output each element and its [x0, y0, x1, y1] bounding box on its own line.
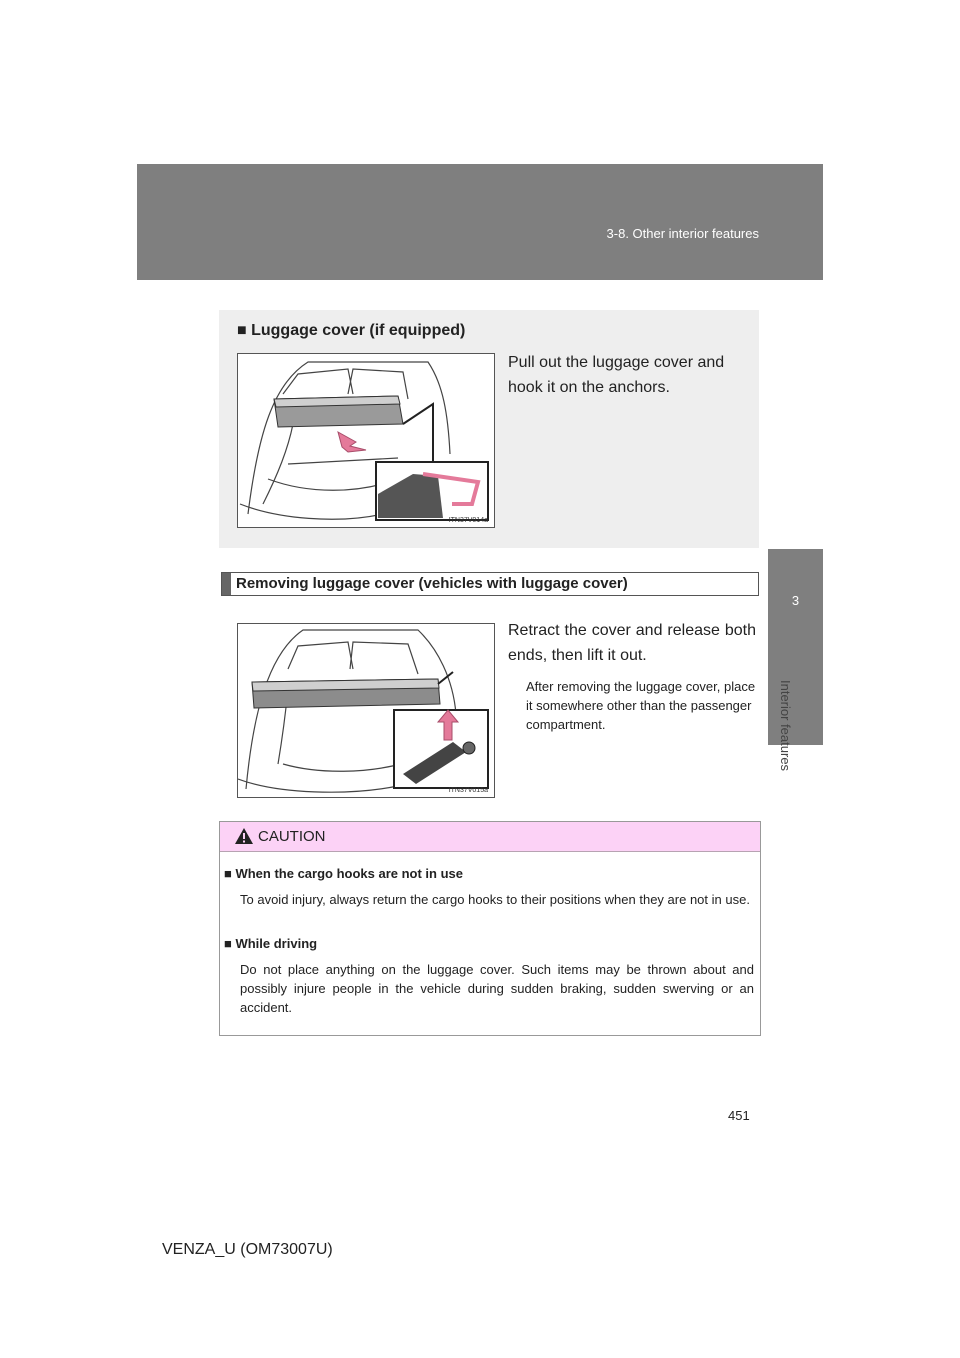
removing-illustration [237, 623, 495, 798]
chapter-label: Interior features [778, 680, 793, 772]
luggage-cover-text: Pull out the luggage cover and hook it on the anchors. [508, 354, 725, 396]
section-marker [222, 573, 231, 595]
header-band [137, 164, 823, 280]
caution-box [219, 821, 761, 1036]
page-number: 451 [728, 1108, 750, 1123]
warning-icon [234, 827, 254, 845]
removing-title: Removing luggage cover (vehicles with luggage cover) [236, 575, 628, 592]
caution-item-title: ■ While driving [224, 936, 318, 951]
chapter-number: 3 [791, 593, 800, 608]
luggage-cover-title: ■ Luggage cover (if equipped) [237, 322, 466, 339]
caution-header [220, 822, 760, 852]
caution-item-body: Do not place anything on the luggage cover. Such items may be thrown about and possibly injure people in the vehicle during sudden braking, sudden swerving or an accident. [240, 962, 754, 1015]
cargo-area-drawing [238, 354, 494, 527]
footer-model: VENZA_U (OM73007U) [162, 1241, 333, 1258]
removing-text: Retract the cover and release both ends, then lift it out. [508, 622, 756, 664]
image-code: ITN37V014a [448, 517, 488, 524]
cargo-removal-drawing [238, 624, 494, 797]
image-code: ITN37V015a [448, 787, 488, 794]
caution-label: CAUTION [258, 828, 326, 845]
caution-item-title: ■ When the cargo hooks are not in use [224, 866, 463, 881]
luggage-cover-box [219, 310, 759, 548]
chapter-tab [768, 549, 823, 745]
section-header: 3-8. Other interior features [606, 226, 759, 241]
removing-note: After removing the luggage cover, place it somewhere other than the passenger compartment. [526, 679, 756, 732]
removing-section-header [221, 572, 759, 596]
luggage-cover-illustration [237, 353, 495, 528]
caution-item-body: To avoid injury, always return the cargo hooks to their positions when they are not in use. [240, 892, 750, 907]
